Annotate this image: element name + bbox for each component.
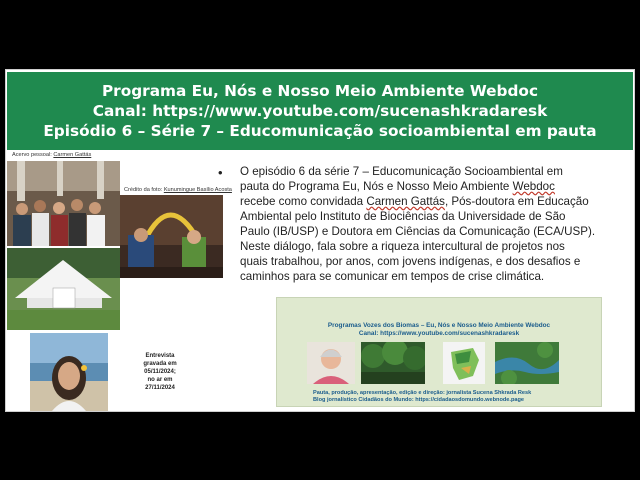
desc-line: Paulo (IB/USP) e Doutora em Ciências da Comunicação (ECA/USP). [240,225,596,238]
desc-span-guest: Carmen Gattás [366,195,445,208]
personal-archive-caption [12,152,91,158]
header-title: Programa Eu, Nós e Nosso Meio Ambiente Webdoc [101,82,539,100]
slide [5,69,635,412]
photo-credit-caption [124,187,232,193]
promo-portrait [307,342,355,384]
desc-span: recebe como convidada [240,195,367,208]
credit-name: Kunumingue Basílio Acosta [163,187,232,193]
header-channel: Canal: https://www.youtube.com/sucenashkradaresk [92,102,548,120]
interview-line: Entrevista [145,353,175,359]
desc-line: O episódio 6 da série 7 – Educomunicação Socioambiental em [240,165,563,178]
caption-name: Carmen Gattás [53,152,92,158]
desc-span: , Pós-doutora em Educação [444,195,589,208]
desc-span: pauta do Programa Eu, Nós e Nosso Meio Ambiente [240,180,513,193]
slide-header [7,72,633,150]
promo-forest [361,342,425,384]
bullet-dot: • [218,165,223,180]
portrait-photo [30,333,108,411]
desc-line [240,179,620,194]
desc-line: quais trabalhou, por anos, com jovens indígenas, e dos desafios e [240,255,581,268]
interview-line: no ar em [147,377,173,383]
header-episode: Episódio 6 – Série 7 – Educomunicação socioambiental em pauta [43,122,597,140]
promo-river [495,342,559,384]
desc-line: caminhos para se comunicar em tempos de crise climática. [240,270,545,283]
promo-blog: Blog jornalístico Cidadãos do Mundo: https://cidadaosdomundo.webnode.page [313,397,525,403]
desc-line [240,194,620,209]
promo-map [443,342,485,384]
promo-title: Programas Vozes dos Biomas – Eu, Nós e Nosso Meio Ambiente Webdoc [327,322,551,329]
promo-credit: Pauta, produção, apresentação, edição e direção: jornalista Sucena Shkrada Resk [313,390,532,396]
interview-line: 27/11/2024 [145,385,175,391]
interview-line: gravada em [143,361,177,367]
interview-line: 05/11/2024; [144,369,176,375]
ceremony-photo [120,195,223,278]
description-text [240,164,620,284]
group-photo [7,161,120,246]
tent-photo [7,248,120,330]
desc-line: Ambiental pelo Instituto de Biociências da Universidade de São [240,210,566,223]
promo-banner [276,297,602,407]
credit-prefix: Crédito da foto: [124,187,164,193]
desc-line: Neste diálogo, fala sobre a riqueza intercultural de projetos nos [240,240,565,253]
desc-span-webdoc: Webdoc [512,180,555,193]
caption-prefix: Acervo pessoal: [12,152,54,158]
interview-dates [136,352,184,392]
promo-channel: Canal: https://www.youtube.com/sucenashkradaresk [358,330,520,337]
